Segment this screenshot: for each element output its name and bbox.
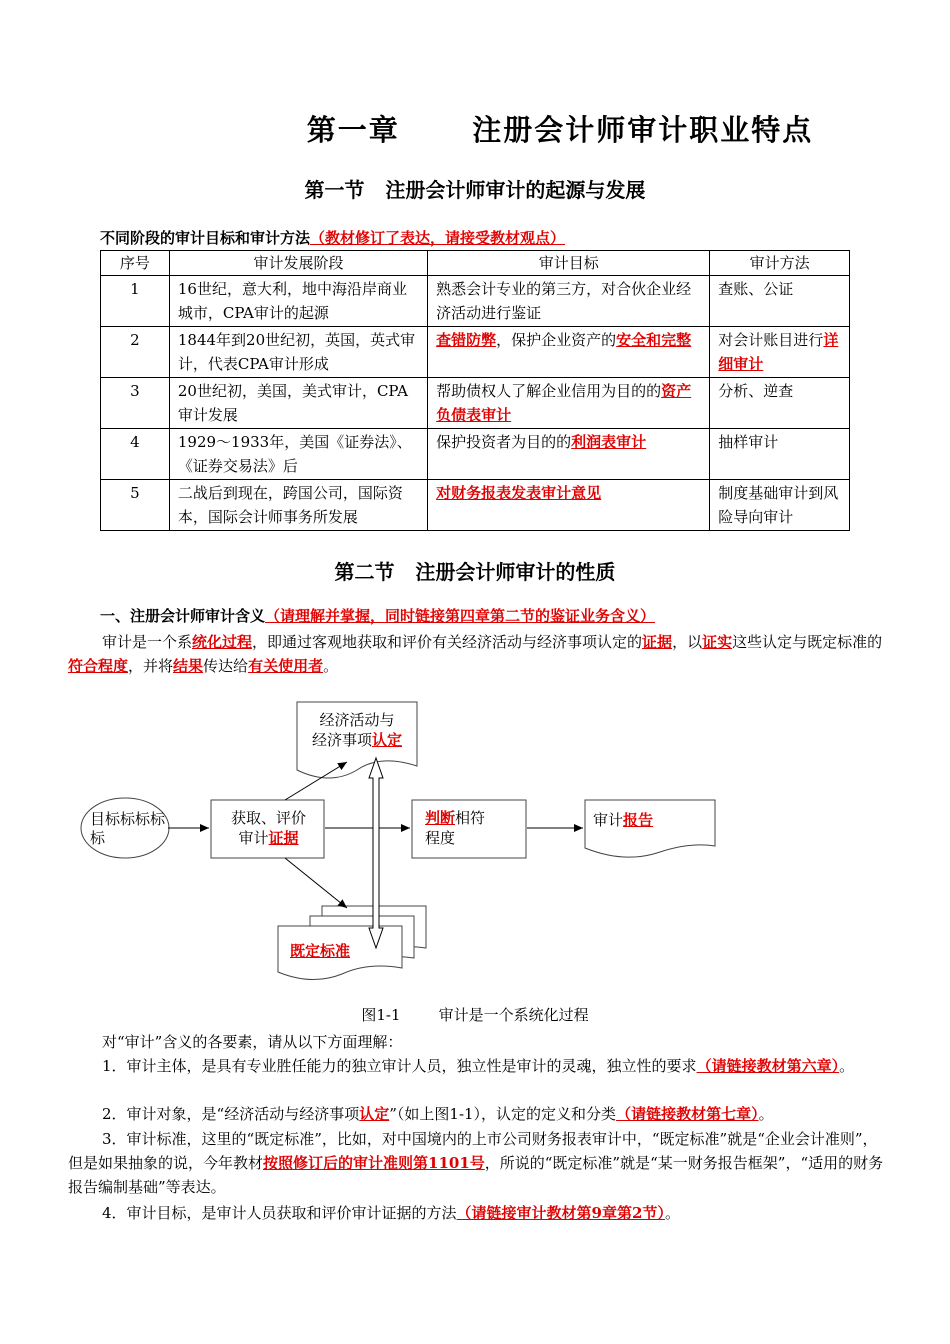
criteria-node xyxy=(290,941,350,961)
report-keyword: 报告 xyxy=(623,811,654,829)
text-run: ，即通过客观地获取和评价有关经济活动与经济事项认定的 xyxy=(252,633,643,651)
row-stage: 1844年到20世纪初，英国，英式审计，代表CPA审计形成 xyxy=(169,327,427,378)
table-header-cell: 审计方法 xyxy=(710,251,850,276)
text-run: 审计是一个系 xyxy=(102,633,193,651)
judge-keyword: 判断 xyxy=(425,809,456,827)
highlighted-text: 安全和完整 xyxy=(616,331,692,349)
assertion-keyword: 认定 xyxy=(372,731,403,749)
text-run: 传达给 xyxy=(203,657,249,675)
item-2 xyxy=(68,1102,884,1126)
criteria-keyword: 既定标准 xyxy=(290,942,351,960)
text-run: 帮助债权人了解企业信用为目的的 xyxy=(436,382,662,400)
highlighted-text: 有关使用者 xyxy=(248,657,324,675)
highlighted-text: 结果 xyxy=(173,657,204,675)
table-header-cell: 审计发展阶段 xyxy=(169,251,427,276)
text-run: 保护投资者为目的的 xyxy=(436,433,572,451)
figure-caption: 图1-1 审计是一个系统化过程 xyxy=(361,1006,589,1024)
section2-title: 第二节 注册会计师审计的性质 xyxy=(334,560,616,584)
assertion-line2-text: 经济事项 xyxy=(311,731,372,749)
subsection-note: （请理解并掌握，同时链接第四章第二节的鉴证业务含义） xyxy=(265,607,656,625)
row-method xyxy=(710,480,850,531)
text-run: 制度基础审计到风险导向审计 xyxy=(718,484,839,526)
table-row xyxy=(101,429,850,480)
text-run: 。 xyxy=(664,1204,680,1222)
highlighted-text: 资产负债表审计 xyxy=(436,382,692,424)
highlighted-text: 证实 xyxy=(702,633,733,651)
highlighted-text: 对财务报表发表审计意见 xyxy=(436,484,602,502)
text-run: 。 xyxy=(839,1057,855,1075)
judge-node xyxy=(425,808,485,848)
highlighted-text: 证据 xyxy=(642,633,673,651)
text-run: 。 xyxy=(323,657,339,675)
row-goal xyxy=(428,327,710,378)
text-run: 对会计账目进行 xyxy=(718,331,824,349)
audit-stages-table xyxy=(100,250,850,531)
text-run: ”（如上图1-1），认定的定义和分类 xyxy=(389,1105,617,1123)
report-text: 审计 xyxy=(593,811,624,829)
judge-line1-text: 相符 xyxy=(455,809,486,827)
judge-line2: 程度 xyxy=(425,829,456,847)
table-header-cell: 审计目标 xyxy=(428,251,710,276)
row-method xyxy=(710,378,850,429)
text-run: 抽样审计 xyxy=(718,433,779,451)
highlighted-text: 详细审计 xyxy=(718,331,839,373)
goal-node-line1: 目标标标标 xyxy=(90,810,166,828)
text-run: ，以 xyxy=(672,633,703,651)
row-goal xyxy=(428,480,710,531)
assertion-line2 xyxy=(297,730,417,750)
goal-node-line2: 标 xyxy=(90,829,106,847)
row-number: 1 xyxy=(101,276,170,327)
row-goal xyxy=(428,276,710,327)
evidence-line2-text: 审计 xyxy=(238,829,269,847)
row-goal xyxy=(428,429,710,480)
section1-title: 第一节 注册会计师审计的起源与发展 xyxy=(304,178,646,202)
text-run: 3．审计标准，这里的“既定标准”，比如，对中国境内的上市公司财务报表审计中，“既定标准”就是“企业会计准则”，但是如果抽象的说，今年教材 xyxy=(68,1130,878,1172)
report-node xyxy=(593,810,653,830)
item-3 xyxy=(68,1127,884,1199)
goal-node xyxy=(90,810,165,848)
text-run: 分析、逆查 xyxy=(718,382,794,400)
table-row xyxy=(101,276,850,327)
row-stage: 20世纪初，美国，美式审计，CPA审计发展 xyxy=(169,378,427,429)
evidence-keyword: 证据 xyxy=(268,829,299,847)
table-row xyxy=(101,480,850,531)
highlighted-text: 查错防弊 xyxy=(436,331,497,349)
table-row xyxy=(101,327,850,378)
row-number: 5 xyxy=(101,480,170,531)
judge-line1 xyxy=(425,808,485,828)
arrow-evidence-to-criteria xyxy=(285,858,347,908)
definition-paragraph xyxy=(68,630,884,678)
subsection-title xyxy=(100,604,655,628)
row-number: 3 xyxy=(101,378,170,429)
evidence-node xyxy=(212,808,325,848)
text-run: 熟悉会计专业的第三方，对合伙企业经济活动进行鉴证 xyxy=(436,280,692,322)
table-row xyxy=(101,378,850,429)
item-4 xyxy=(68,1201,884,1225)
text-run: 2．审计对象，是“经济活动与经济事项 xyxy=(102,1105,360,1123)
text-run: 这些认定与既定标准的 xyxy=(732,633,883,651)
chapter-title: 第一章 注册会计师审计职业特点 xyxy=(306,113,814,147)
highlighted-text: 按照修订后的审计准则第1101号 xyxy=(263,1154,485,1172)
elements-intro: 对“审计”含义的各要素，请从以下方面理解： xyxy=(102,1033,403,1051)
assertion-line1: 经济活动与 xyxy=(319,711,395,729)
row-method xyxy=(710,276,850,327)
text-run: 1．审计主体，是具有专业胜任能力的独立审计人员，独立性是审计的灵魂，独立性的要求 xyxy=(102,1057,697,1075)
item-1 xyxy=(68,1054,884,1078)
table-caption-note: （教材修订了表达，请接受教材观点） xyxy=(310,229,566,247)
highlighted-text: （请链接审计教材第9章第2节） xyxy=(456,1204,665,1222)
highlighted-text: 符合程度 xyxy=(68,657,129,675)
table-caption-text: 不同阶段的审计目标和审计方法 xyxy=(100,229,311,247)
row-method xyxy=(710,429,850,480)
row-number: 2 xyxy=(101,327,170,378)
text-run: ，保护企业资产的 xyxy=(496,331,617,349)
highlighted-text: （请链接教材第六章） xyxy=(696,1057,840,1075)
row-stage: 二战后到现在，跨国公司，国际资本，国际会计师事务所发展 xyxy=(169,480,427,531)
highlighted-text: 统化过程 xyxy=(192,633,253,651)
evidence-line1: 获取、评价 xyxy=(230,809,306,827)
highlighted-text: 利润表审计 xyxy=(571,433,647,451)
row-method xyxy=(710,327,850,378)
subsection-title-text: 一、注册会计师审计含义 xyxy=(100,607,266,625)
text-run: 4．审计目标，是审计人员获取和评价审计证据的方法 xyxy=(102,1204,457,1222)
row-number: 4 xyxy=(101,429,170,480)
row-stage: 1929～1933年，美国《证券法》、《证券交易法》后 xyxy=(169,429,427,480)
highlighted-text: 认定 xyxy=(359,1105,390,1123)
evidence-line2 xyxy=(212,828,325,848)
text-run: 。 xyxy=(758,1105,774,1123)
highlighted-text: （请链接教材第七章） xyxy=(616,1105,759,1123)
text-run: ，并将 xyxy=(128,657,174,675)
table-caption xyxy=(100,226,565,250)
row-stage: 16世纪，意大利，地中海沿岸商业城市，CPA审计的起源 xyxy=(169,276,427,327)
text-run: 查账、公证 xyxy=(718,280,794,298)
table-header-row xyxy=(101,251,850,276)
assertion-node xyxy=(297,710,417,750)
row-goal xyxy=(428,378,710,429)
table-header-cell: 序号 xyxy=(101,251,170,276)
text-run: ，所说的“既定标准”就是“某一财务报告框架”，“适用的财务报告编制基础”等表达。 xyxy=(68,1154,884,1196)
